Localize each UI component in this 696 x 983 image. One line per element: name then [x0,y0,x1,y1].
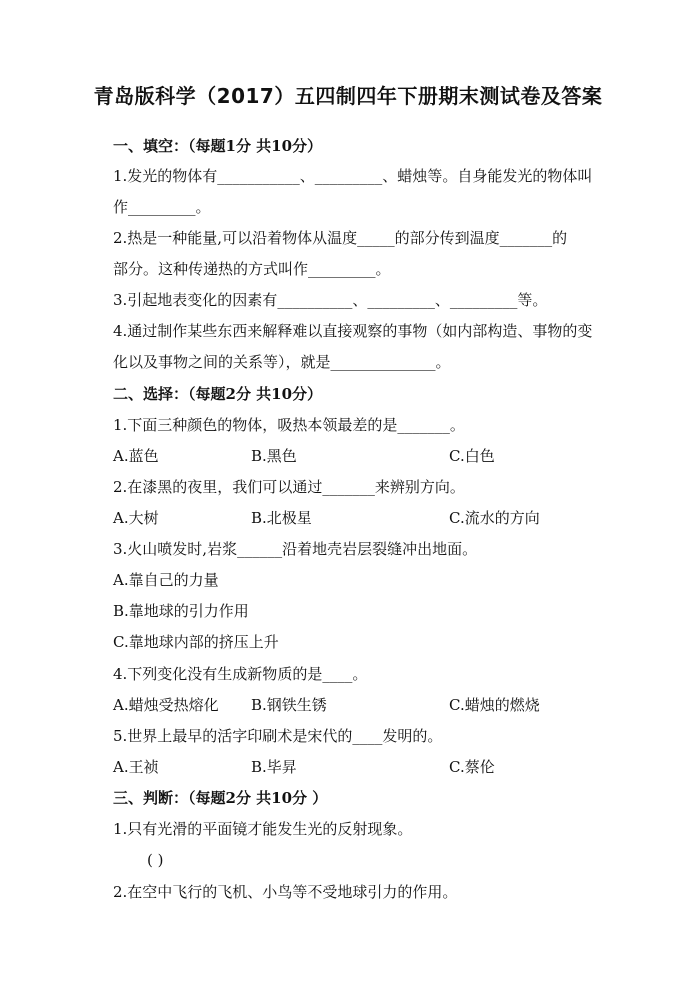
section-heading-judge: 三、判断：（每题2分 共10分 ） [113,789,328,807]
question-text: 化以及事物之间的关系等），就是______________。 [113,353,451,371]
question-text: 2.在漆黑的夜里，我们可以通过_______来辨别方向。 [113,478,465,496]
question-text: 3.火山喷发时,岩浆______沿着地壳岩层裂缝冲出地面。 [113,540,478,558]
answer-option: A.王祯 [113,758,159,776]
answer-option: C.流水的方向 [449,509,540,527]
answer-option: B.靠地球的引力作用 [113,602,249,620]
question-text: 3.引起地表变化的因素有__________、_________、_________等。 [113,291,548,309]
answer-option: C.白色 [449,447,495,465]
answer-option: C.蔡伦 [449,758,495,776]
answer-option: B.黑色 [251,447,297,465]
question-text: 部分。这种传递热的方式叫作_________。 [113,260,391,278]
answer-option: C.靠地球内部的挤压上升 [113,633,279,651]
section-heading-choice: 二、选择：（每题2分 共10分） [113,385,323,403]
question-text: 2.在空中飞行的飞机、小鸟等不受地球引力的作用。 [113,883,458,901]
answer-option: A.蜡烛受热熔化 [113,696,219,714]
answer-option: C.蜡烛的燃烧 [449,696,540,714]
question-text: 4.下列变化没有生成新物质的是____。 [113,665,368,683]
question-text: 4.通过制作某些东西来解释难以直接观察的事物（如内部构造、事物的变 [113,322,593,340]
answer-option: B.北极星 [251,509,312,527]
question-text: 1.发光的物体有___________、_________、蜡烛等。自身能发光的物体叫 [113,167,593,185]
section-heading-fill-blank: 一、填空：（每题1分 共10分） [113,137,323,155]
question-text: 作_________。 [113,198,211,216]
answer-option: B.钢铁生锈 [251,696,327,714]
question-text: 1.下面三种颜色的物体，吸热本领最差的是_______。 [113,416,465,434]
page-title: 青岛版科学（2017）五四制四年下册期末测试卷及答案 [93,84,603,108]
question-text: 2.热是一种能量,可以沿着物体从温度_____的部分传到温度_______的 [113,229,568,247]
question-text: 5.世界上最早的活字印刷术是宋代的____发明的。 [113,727,443,745]
answer-option: A.靠自己的力量 [113,571,219,589]
answer-option: A.蓝色 [113,447,159,465]
answer-parenthesis: ( ) [147,851,164,869]
question-text: 1.只有光滑的平面镜才能发生光的反射现象。 [113,820,413,838]
answer-option: A.大树 [113,509,159,527]
answer-option: B.毕昇 [251,758,297,776]
